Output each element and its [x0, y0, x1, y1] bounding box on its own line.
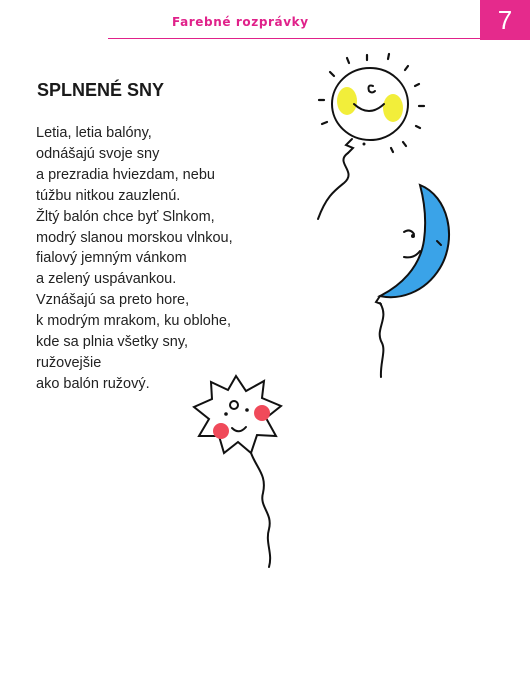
poem-line: túžbu nitkou zauzlenú.	[36, 187, 181, 204]
page-number-badge: 7	[480, 0, 530, 40]
poem-line: Vznášajú sa preto hore,	[36, 292, 190, 309]
poem-line: Žltý balón chce byť Slnkom,	[36, 208, 215, 225]
star-balloon-icon	[194, 376, 281, 567]
poem-line: fialový jemným vánkom	[36, 250, 187, 267]
poem-line: modrý slanou morskou vlnkou,	[36, 229, 233, 246]
poem-line: ako balón ružový.	[36, 375, 150, 392]
moon-balloon-icon	[376, 185, 449, 377]
header-section-title: Farebné rozprávky	[172, 15, 309, 29]
poem-line: a zelený uspávankou.	[36, 271, 177, 288]
poem-line: ružovejšie	[36, 354, 102, 371]
poem-line: odnášajú svoje sny	[36, 145, 160, 162]
poem-line: k modrým mrakom, ku oblohe,	[36, 313, 232, 330]
poem-title: SPLNENÉ SNY	[37, 80, 165, 100]
poem-line: kde sa plnia všetky sny,	[36, 334, 189, 351]
sun-balloon-icon	[318, 54, 424, 219]
poem-line: Letia, letia balóny,	[36, 125, 152, 141]
poem-line: a prezradia hviezdam, nebu	[36, 166, 215, 183]
